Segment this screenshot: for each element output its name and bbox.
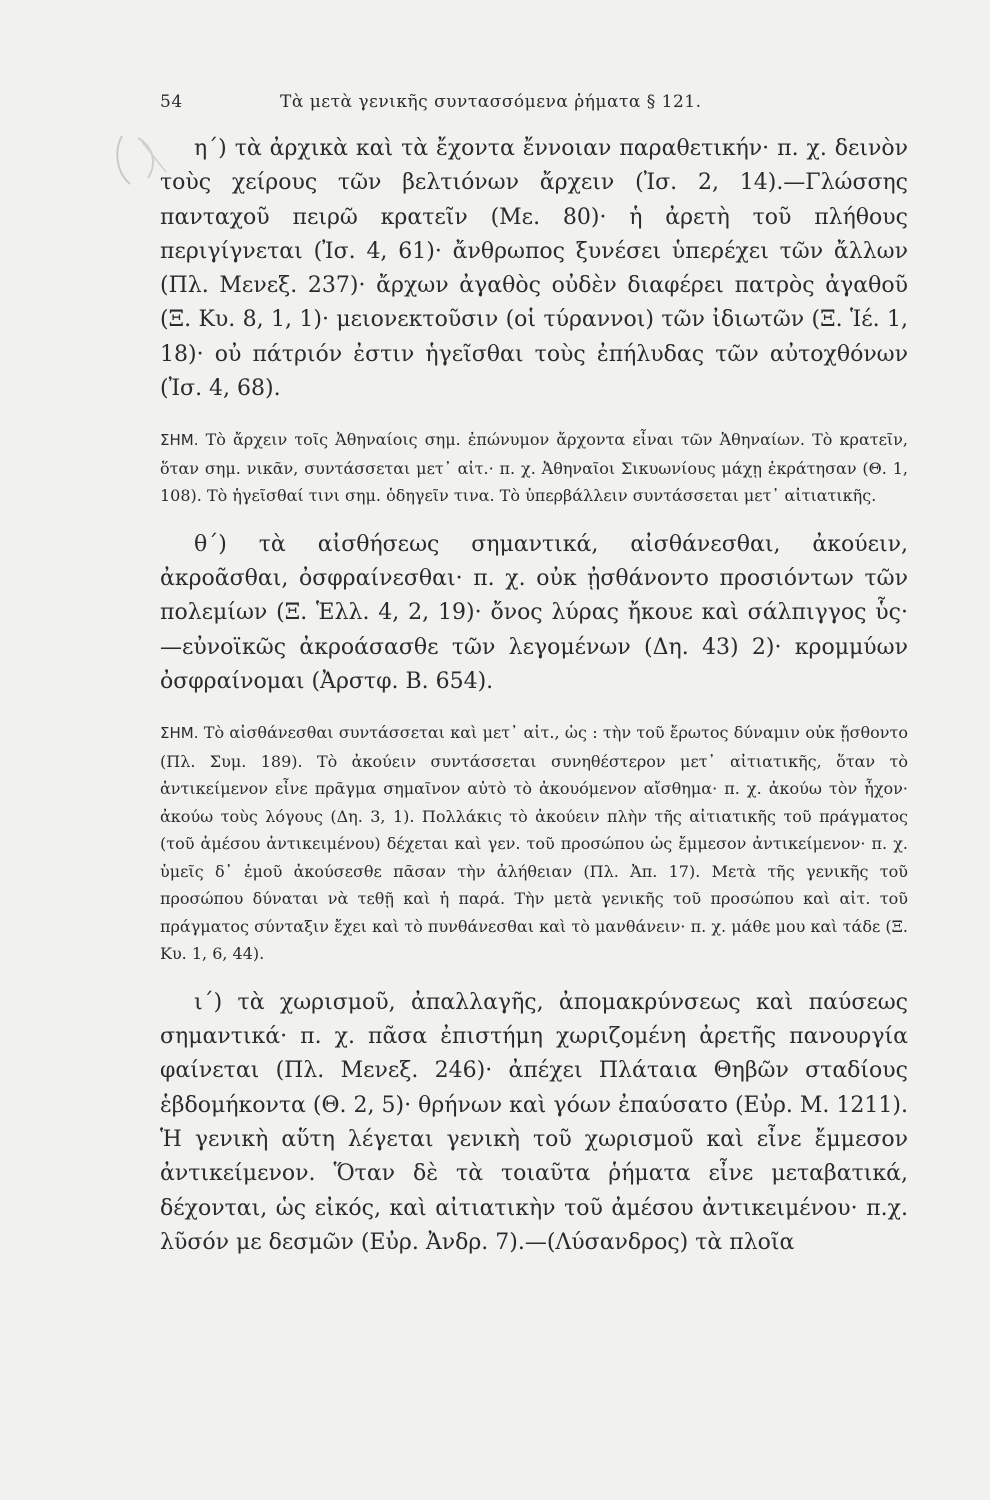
section-iota-paragraph: ι΄) τὰ χωρισμοῦ, ἀπαλλαγῆς, ἀπομακρύνσεως καὶ παύσεως σημαντικά· π. χ. πᾶσα ἐπιστήμη χωριζομένη ἀρετῆς πανουργία φαίνεται (Πλ. Μενεξ. 246)· ἀπέχει Πλάταια Θηβῶν σταδίους ἑβδομήκοντα (Θ. 2, 5)· θρήνων καὶ γόων ἐπαύσατο (Εὐρ. Μ. 1211). Ἡ γενικὴ αὕτη λέγεται γενικὴ τοῦ χωρισμοῦ καὶ εἶνε ἔμμεσον ἀντικείμενον. Ὅταν δὲ τὰ τοιαῦτα ῥήματα εἶνε μεταβατικά, δέχονται, ὡς εἰκός, καὶ αἰτιατικὴν τοῦ ἀμέσου ἀντικειμένου· π.χ. λῦσόν με δεσμῶν (Εὐρ. Ἀνδρ. 7).—(Λύσανδρος) τὰ πλοῖα [160, 989, 908, 1255]
section-eta-paragraph: η΄) τὰ ἀρχικὰ καὶ τὰ ἔχοντα ἔννοιαν παραθετικήν· π. χ. δεινὸν τοὺς χείρους τῶν βελτιόνων ἄρχειν (Ἰσ. 2, 14).—Γλώσσης πανταχοῦ πειρῶ κρατεῖν (Με. 80)· ἡ ἀρετὴ τοῦ πλήθους περιγίγνεται (Ἰσ. 4, 61)· ἄνθρωπος ξυνέσει ὑπερέχει τῶν ἄλλων (Πλ. Μενεξ. 237)· ἄρχων ἀγαθὸς οὐδὲν διαφέρει πατρὸς ἀγαθοῦ (Ξ. Κυ. 8, 1, 1)· μειονεκτοῦσιν (οἱ τύραννοι) τῶν ἰδιωτῶν (Ξ. Ἱέ. 1, 18)· οὐ πάτριόν ἐστιν ἡγεῖσθαι τοὺς ἐπήλυδας τῶν αὐτοχθόνων (Ἰσ. 4, 68). [160, 136, 908, 402]
section-theta-paragraph: θ΄) τὰ αἰσθήσεως σημαντικά, αἰσθάνεσθαι, ἀκούειν, ἀκροᾶσθαι, ὀσφραίνεσθαι· π. χ. οὐκ ᾐσθάνοντο προσιόντων τῶν πολεμίων (Ξ. Ἑλλ. 4, 2, 19)· ὄνος λύρας ἤκουε καὶ σάλπιγγος ὗς·—εὐνοϊκῶς ἀκροάσασθε τῶν λεγομένων (Δη. 43) 2)· κρομμύων ὀσφραίνομαι (Ἀρστφ. Β. 654). [160, 531, 908, 695]
page-number: 54 [160, 92, 183, 112]
pencil-mark-icon [108, 128, 178, 190]
note-2 [160, 719, 908, 968]
note-1-label: ΣΗΜ. [160, 431, 199, 450]
running-title: Τὰ μετὰ γενικῆς συντασσόμενα ῥήματα § 121. [280, 92, 702, 112]
note-1 [160, 426, 908, 510]
note-1-text: Τὸ ἄρχειν τοῖς Ἀθηναίοις σημ. ἐπώνυμον ἄρχοντα εἶναι τῶν Ἀθηναίων. Τὸ κρατεῖν, ὅταν σημ. νικᾶν, συντάσσεται μετ᾽ αἰτ.· π. χ. Ἀθηναῖοι Σικυωνίους μάχῃ ἐκράτησαν (Θ. 1, 108). Τὸ ἡγεῖσθαί τινι σημ. ὁδηγεῖν τινα. Τὸ ὑπερβάλλειν συντάσσεται μετ᾽ αἰτιατικῆς. [160, 430, 908, 506]
running-head [160, 92, 908, 112]
note-2-label: ΣΗΜ. [160, 724, 199, 743]
note-2-text: Τὸ αἰσθάνεσθαι συντάσσεται καὶ μετ᾽ αἰτ., ὡς : τὴν τοῦ ἔρωτος δύναμιν οὐκ ᾔσθοντο (Πλ. Συμ. 189). Τὸ ἀκούειν συντάσσεται συνηθέστερον μετ᾽ αἰτιατικῆς, ὅταν τὸ ἀντικείμενον εἶνε πρᾶγμα σημαῖνον αὐτὸ τὸ ἀκουόμενον αἴσθημα· π. χ. ἀκούω τὸν ἦχον· ἀκούω τοὺς λόγους (Δη. 3, 1). Πολλάκις τὸ ἀκούειν πλὴν τῆς αἰτιατικῆς τοῦ πράγματος (τοῦ ἀμέσου ἀντικειμένου) δέχεται καὶ γεν. τοῦ προσώπου ὡς ἔμμεσον ἀντικείμενον· π. χ. ὑμεῖς δ᾽ ἐμοῦ ἀκούσεσθε πᾶσαν τὴν ἀλήθειαν (Πλ. Ἀπ. 17). Μετὰ τῆς γενικῆς τοῦ προσώπου δύναται νὰ τεθῇ καὶ ἡ παρά. Τὴν μετὰ γενικῆς τοῦ προσώπου καὶ αἰτ. τοῦ πράγματος σύνταξιν ἔχει καὶ τὸ πυνθάνεσθαι καὶ τὸ μανθάνειν· π. χ. μάθε μου καὶ τάδε (Ξ. Κυ. 1, 6, 44). [160, 723, 908, 964]
